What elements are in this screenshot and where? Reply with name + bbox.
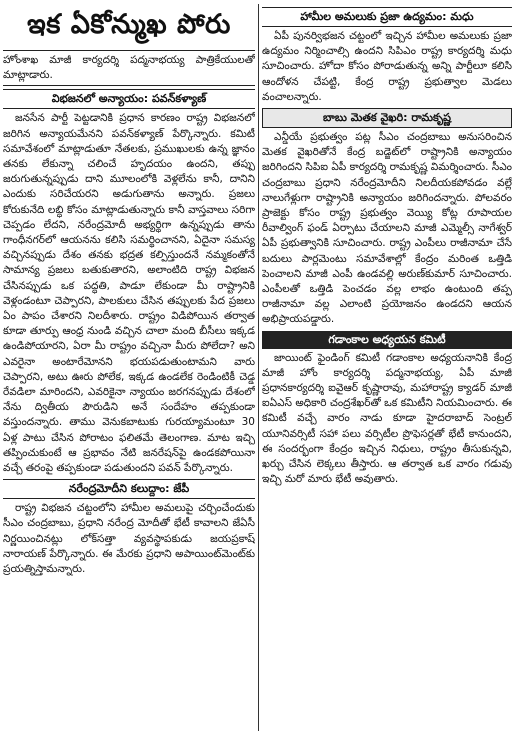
intro-rule <box>3 85 255 86</box>
section-heading-pawan: విభజనలో అన్యాయం: పవన్‌కళ్యాణ్ <box>3 89 255 109</box>
section-body-pawan: జనసేన పార్టీ పెట్టడానికి ప్రధాన కారణం రాష్ట్ర విభజనలో జరిగిన అన్యాయమేనని పవన్‌కళ్యాణ్ పేర్కొన్నారు. కమిటీ సమావేశంలో మాట్లాడుతూ నేతలకు, ప్రముఖులకు ఉన్న జ్ఞానం తనకు లేకున్నా చలించే హృదయం ఉందని, తప్పు జరుగుతున్నప్పుడు దాని మూలంలోకి వెళ్లలేను కానీ, దానిని ఎందుకు సరిచేయరని అడుగుతాను అన్నారు. ప్రజలు కోరుకునేది లబ్ధి కోసం మాట్లాడుతున్నారు కానీ వాస్తవాలు సరిగా చెప్పడం లేదని, నరేంద్రమోదీ అభ్యర్థిగా ఉన్నప్పుడు తాను గాంధీనగర్‌లో ఆయనను కలిసి సమర్థించానని, ఏదైనా సమస్య వచ్చినప్పుడు దేశం తనకు భద్రత కల్పిస్తుందనే నమ్మకంతోనే సామాన్య ప్రజలు బతుకుతారని, అలాంటిది రాష్ట్ర విభజన చేసినప్పుడు ఒక పద్ధతి, పాడూ లేకుండా మీ రాష్ట్రానికి వెళ్లండంటూ చెప్పారని, పాలకులు చేసిన తప్పులకు పేద ప్రజలు ఏం పాపం చేశారని నిలదీశారు. రాష్ట్రం విడిపోయిన తర్వాత కూడా తూర్పు ఆంధ్ర నుండి వచ్చిన చాలా మంది బీసీలు ఇక్కడ ఉండిపోయారని, ఏరా మీ రాష్ట్రం వచ్చినా మీరు పోలేదా? అని ఎవరైనా అంటారేమోనని భయపడుతుంటామని వారు చెప్పారని, అటు ఊరు పోలేక, ఇక్కడ ఉండలేక రెండింటికీ చెడ్డ రేవడిలా మారిందని, ఎవరికైనా న్యాయం జరగనప్పుడు దేశంలో నేను ద్వితీయ పౌరుడిని అనే సందేహం తప్పకుండా వస్తుందన్నారు. తాము వెనుకబాటుకు గురయ్యామంటూ 30 ఏళ్ల పాటు చేసిన పోరాటం ఫలితమే తెలంగాణ. మాట ఇచ్చి తప్పించుకుంటే ఆ ప్రభావం నేటి జనరేషన్‌పై ఉండకపోయినా వచ్చే తరంపై తప్పకుండా పడుతుందని పవన్ పేర్కొన్నారు. <box>3 112 255 475</box>
section-heading-ramakrishna: బాబు మెతక వైఖరి: రామకృష్ణ <box>262 108 512 128</box>
column-divider <box>258 4 259 731</box>
section-body-ramakrishna: ఎన్డీయే ప్రభుత్వం పట్ల సీఎం చంద్రబాబు అనుసరించిన మెతక వైఖరితోనే కేంద్ర బడ్జెట్‌లో రాష్ట్రానికి అన్యాయం జరిగిందని సిపిఐ ఏపీ కార్యదర్శి రామకృష్ణ విమర్శించారు. సీఎం చంద్రబాబు ప్రధాని నరేంద్రమోదీని నిలదీయకపోవడం వల్లే నాలుగేళ్లుగా రాష్ట్రానికి అన్యాయం జరిగిందన్నారు. పోలవరం ప్రాజెక్టు కోసం రాష్ట్ర ప్రభుత్వం వెయ్యి కోట్ల రూపాయల రీవాల్వింగ్ ఫండ్ ఏర్పాటు చేయాలని మాజీ ఎమ్మెల్సీ నాగేశ్వర్ ఏపీ ప్రభుత్వానికి సూచించారు. రాష్ట్ర ఎంపీలు రాజీనామా చేసే బదులు పార్లమెంటు సమావేశాల్లో కేంద్రం మరింత ఒత్తిడి పెంచాలని మాజీ ఎంపీ ఉండవల్లి అరుణ్‌కుమార్ సూచించారు. ఎంపీలతో ఒత్తిడి పెంచడం వల్ల లాభం ఉంటుంది తప్ప రాజీనామా వల్ల ఎలాంటి ప్రయోజనం ఉండదని ఆయన అభిప్రాయపడ్డారు. <box>262 131 512 326</box>
section-heading-madhu: హామీల అమలుకు ప్రజా ఉద్యమం: మధు <box>262 7 512 27</box>
section-heading-committee: గడాంకాల అధ్యయన కమిటీ <box>262 331 512 349</box>
section-body-jp: రాష్ట్ర విభజన చట్టంలోని హామీల అమలుపై చర్చించేందుకు సీఎం చంద్రబాబు, ప్రధాని నరేంద్ర మోదీతో భేటీ కావాలని జేఏసీ నిర్ణయించినట్లు లోక్‌సత్తా వ్యవస్థాపకుడు జయప్రకాష్ నారాయణ్ పేర్కొన్నారు. ఈ మేరకు ప్రధాని అపాయింట్‌మెంట్‌కు ప్రయత్నిస్తామన్నారు. <box>3 502 255 576</box>
headline-rule <box>3 50 255 51</box>
section-body-madhu: ఏపీ పునర్విభజన చట్టంలో ఇచ్చిన హామీల అమలుకు ప్రజా ఉద్యమం నిర్మించాల్సి ఉందని సిపిఎం రాష్ట్ర కార్యదర్శి మధు సూచించారు. హోదా కోసం పోరాడుతున్న అన్ని పార్టీలూ కలిసి ఆందోళన చేపట్టి, కేంద్ర రాష్ట్ర ప్రభుత్వాల మెడలు వంచాలన్నారు. <box>262 30 512 103</box>
left-column <box>3 4 255 731</box>
article-headline: ఇక ఏకోన్ముఖ పోరు <box>27 9 231 40</box>
section-heading-jp: నరేంద్రమోదీని కలుద్దాం: జేపీ <box>3 479 255 499</box>
right-column <box>262 4 512 731</box>
section-body-committee: జాయింట్ ఫైండింగ్ కమిటీ గడాంకాల అధ్యయనానికి కేంద్ర మాజీ హోం కార్యదర్శి పద్మనాభయ్య, ఏపీ మాజీ ప్రధానకార్యదర్శి ఐవైఆర్ కృష్ణారావు, మహారాష్ట్ర క్యాడర్ మాజీ ఐఏఎస్ అధికారి చంద్రశేఖర్‌తో ఒక కమిటీని నియమించారు. ఈ కమిటీ వచ్చే వారం నాడు కూడా హైదరాబాద్ సెంట్రల్ యూనివర్సిటీ సహా పలు వర్సిటీల ప్రొఫెసర్లతో భేటీ కానుందని, ఈ సందర్భంగా కేంద్రం ఇచ్చిన నిధులు, రాష్ట్రం తీసుకున్నవి, ఖర్చు చేసిన లెక్కలు తీస్తారు. ఆ తర్వాత ఒక వారం గడువు ఇచ్చి మరో మారు భేటీ అవుతారు. <box>262 351 512 486</box>
article-intro: హోంశాఖ మాజీ కార్యదర్శి పద్మనాభయ్య పాత్రికేయులతో మాట్లాడారు. <box>3 54 255 82</box>
